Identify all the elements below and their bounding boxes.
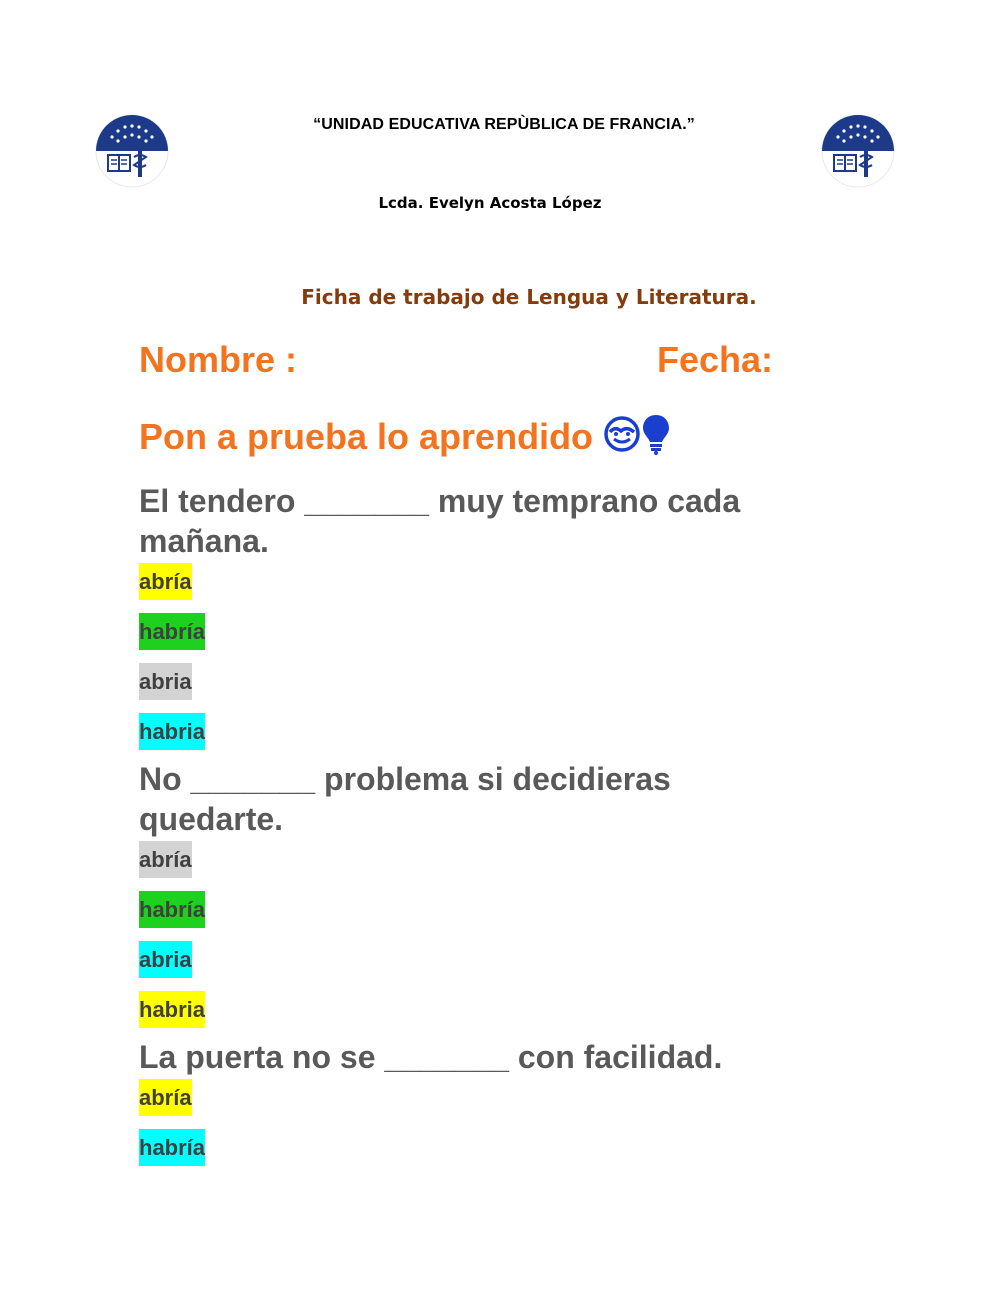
answer-option[interactable]: habria xyxy=(139,991,205,1028)
question-1 xyxy=(139,481,839,561)
date-label: Fecha: xyxy=(657,339,774,380)
subtitle-text: Pon a prueba lo aprendido xyxy=(139,415,594,457)
name-label: Nombre : xyxy=(139,339,298,380)
subtitle xyxy=(139,413,671,460)
answer-option[interactable]: habría xyxy=(139,1129,205,1166)
light-bulb-icon xyxy=(641,413,671,460)
answer-option[interactable]: abría xyxy=(139,563,192,600)
answer-option[interactable]: habría xyxy=(139,613,205,650)
answer-option[interactable]: abria xyxy=(139,941,192,978)
school-name: “UNIDAD EDUCATIVA REPÙBLICA DE FRANCIA.” xyxy=(313,116,695,133)
thinking-face-icon xyxy=(603,415,641,458)
question-2 xyxy=(139,759,839,839)
answer-option[interactable]: abria xyxy=(139,663,192,700)
answer-option[interactable]: habría xyxy=(139,891,205,928)
question-3 xyxy=(139,1037,839,1077)
answer-option[interactable]: abría xyxy=(139,1079,192,1116)
question-text: No _______ problema si decidieras xyxy=(139,761,671,797)
answer-option[interactable]: abría xyxy=(139,841,192,878)
answer-option[interactable]: habria xyxy=(139,713,205,750)
question-text: mañana. xyxy=(139,523,269,559)
question-text: quedarte. xyxy=(139,801,284,837)
question-text: El tendero _______ muy temprano cada xyxy=(139,483,741,519)
teacher-name: Lcda. Evelyn Acosta López xyxy=(378,194,602,212)
sheet-title: Ficha de trabajo de Lengua y Literatura. xyxy=(301,285,757,309)
question-text: La puerta no se _______ con facilidad. xyxy=(139,1039,723,1075)
